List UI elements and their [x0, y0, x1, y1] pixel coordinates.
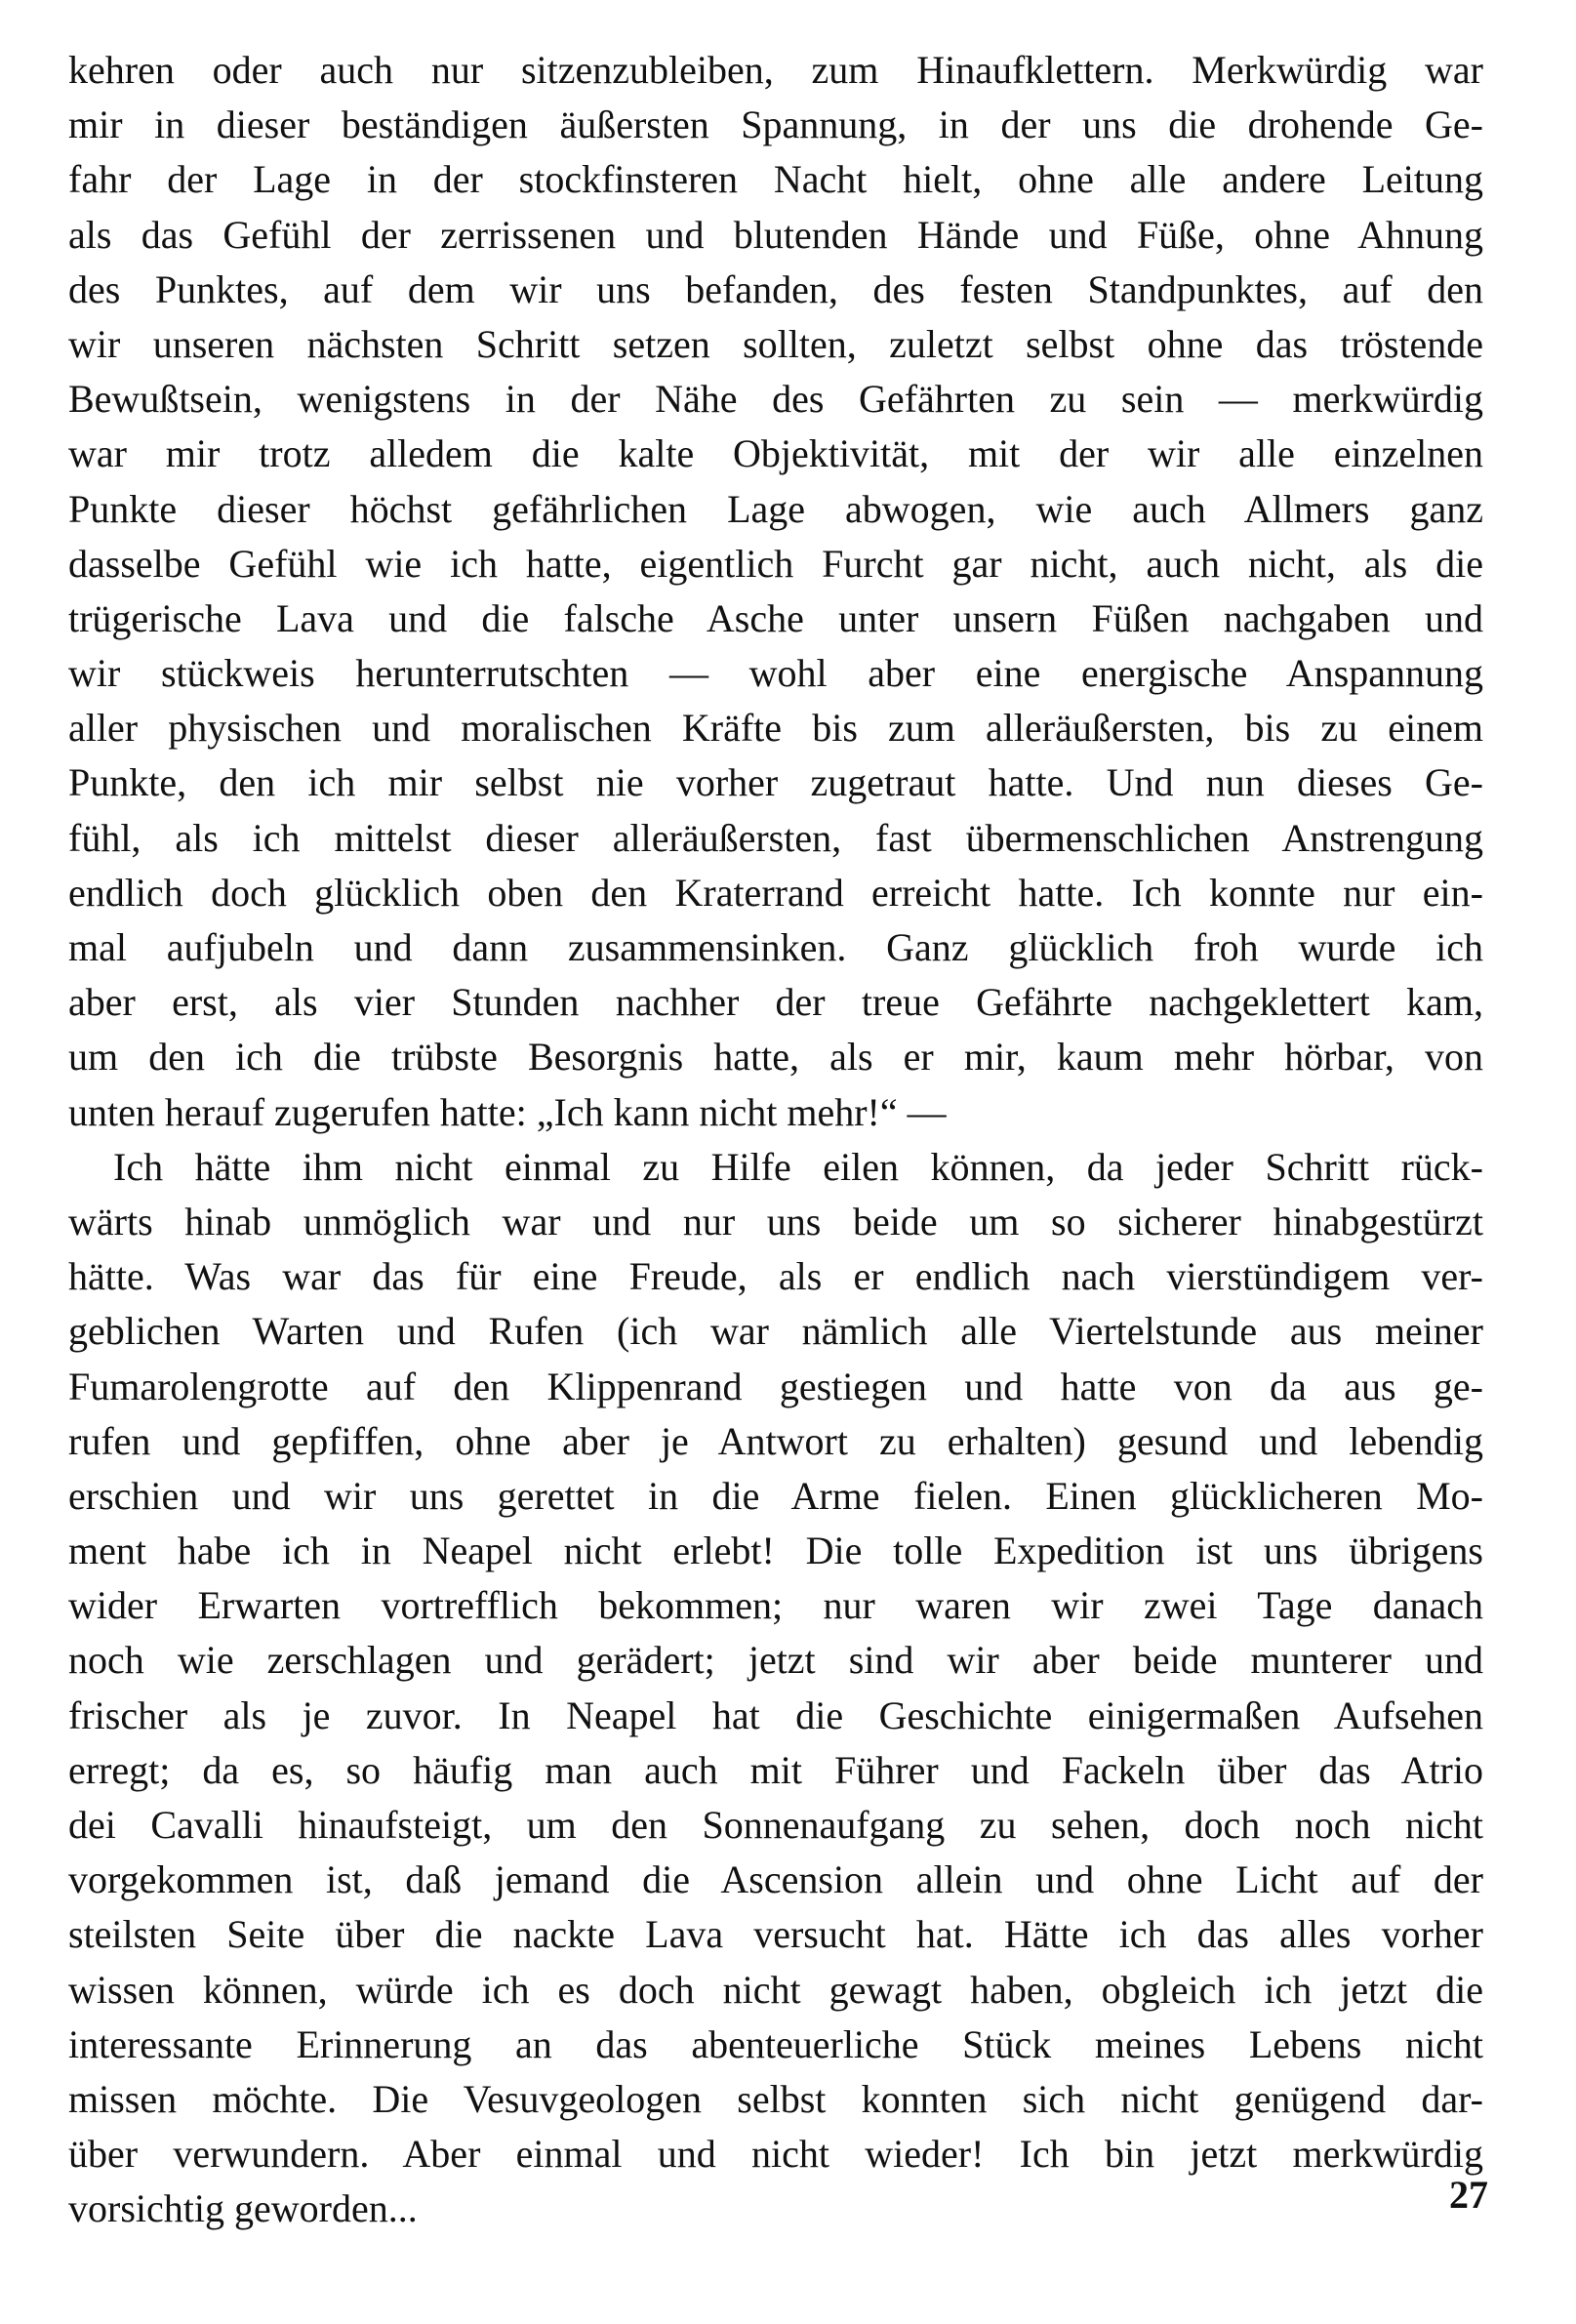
text-line: wissen können, würde ich es doch nicht gewagt haben, obgleich ich jetzt die	[68, 1967, 1483, 2012]
text-line: wir stückweis herunterrutschten — wohl aber eine energische Anspannung	[68, 651, 1483, 696]
text-line: dasselbe Gefühl wie ich hatte, eigentlich Furcht gar nicht, auch nicht, als die	[68, 541, 1483, 586]
text-line: über verwundern. Aber einmal und nicht wieder! Ich bin jetzt merkwürdig	[68, 2132, 1483, 2177]
page-number: 27	[1449, 2173, 1488, 2217]
text-line: aller physischen und moralischen Kräfte bis zum alleräußersten, bis zu einem	[68, 706, 1483, 751]
text-line: Bewußtsein, wenigstens in der Nähe des Gefährten zu sein — merkwürdig	[68, 377, 1483, 422]
text-line: mir in dieser beständigen äußersten Spannung, in der uns die drohende Ge-	[68, 102, 1483, 147]
text-line: Fumarolengrotte auf den Klippenrand gestiegen und hatte von da aus ge-	[68, 1364, 1483, 1408]
text-line: vorgekommen ist, daß jemand die Ascension allein und ohne Licht auf der	[68, 1857, 1483, 1902]
paragraph	[68, 43, 1483, 1140]
text-line: des Punktes, auf dem wir uns befanden, des festen Standpunktes, auf den	[68, 266, 1483, 311]
text-line: frischer als je zuvor. In Neapel hat die Geschichte einigermaßen Aufsehen	[68, 1692, 1483, 1737]
text-line: rufen und gepfiffen, ohne aber je Antwort zu erhalten) gesund und lebendig	[68, 1418, 1483, 1463]
text-line: missen möchte. Die Vesuvgeologen selbst konnten sich nicht genügend dar-	[68, 2076, 1483, 2121]
body-text	[68, 43, 1483, 2237]
text-line: wir unseren nächsten Schritt setzen sollten, zuletzt selbst ohne das tröstende	[68, 321, 1483, 366]
text-line: endlich doch glücklich oben den Kraterrand erreicht hatte. Ich konnte nur ein-	[68, 870, 1483, 915]
text-line: geblichen Warten und Rufen (ich war nämlich alle Viertelstunde aus meiner	[68, 1309, 1483, 1354]
text-line: unten herauf zugerufen hatte: „Ich kann nicht mehr!“ —	[68, 1089, 947, 1134]
text-line: dei Cavalli hinaufsteigt, um den Sonnenaufgang zu sehen, doch noch nicht	[68, 1803, 1483, 1847]
text-line: aber erst, als vier Stunden nachher der treue Gefährte nachgeklettert kam,	[68, 980, 1483, 1025]
text-line: war mir trotz alledem die kalte Objektivität, mit der wir alle einzelnen	[68, 431, 1483, 476]
text-line: hätte. Was war das für eine Freude, als er endlich nach vierstündigem ver-	[68, 1254, 1483, 1299]
text-line: trügerische Lava und die falsche Asche unter unsern Füßen nachgaben und	[68, 595, 1483, 640]
text-line: erregt; da es, so häufig man auch mit Führer und Fackeln über das Atrio	[68, 1747, 1483, 1792]
text-line: kehren oder auch nur sitzenzubleiben, zum Hinaufklettern. Merkwürdig war	[68, 48, 1483, 92]
text-line: Punkte dieser höchst gefährlichen Lage abwogen, wie auch Allmers ganz	[68, 486, 1483, 531]
text-line: Ich hätte ihm nicht einmal zu Hilfe eilen können, da jeder Schritt rück-	[113, 1144, 1483, 1189]
text-line: wärts hinab unmöglich war und nur uns beide um so sicherer hinabgestürzt	[68, 1199, 1483, 1244]
text-line: Punkte, den ich mir selbst nie vorher zugetraut hatte. Und nun dieses Ge-	[68, 760, 1483, 805]
text-line: noch wie zerschlagen und gerädert; jetzt sind wir aber beide munterer und	[68, 1638, 1483, 1683]
text-line: wider Erwarten vortrefflich bekommen; nur waren wir zwei Tage danach	[68, 1583, 1483, 1628]
text-line: erschien und wir uns gerettet in die Arme fielen. Einen glücklicheren Mo-	[68, 1473, 1483, 1518]
paragraph	[68, 1140, 1483, 2237]
text-line: fahr der Lage in der stockfinsteren Nacht hielt, ohne alle andere Leitung	[68, 157, 1483, 202]
text-line: als das Gefühl der zerrissenen und blutenden Hände und Füße, ohne Ahnung	[68, 212, 1483, 257]
text-line: steilsten Seite über die nackte Lava versucht hat. Hätte ich das alles vorher	[68, 1912, 1483, 1957]
text-line: um den ich die trübste Besorgnis hatte, als er mir, kaum mehr hörbar, von	[68, 1035, 1483, 1080]
text-line: vorsichtig geworden...	[68, 2186, 418, 2231]
text-line: interessante Erinnerung an das abenteuerliche Stück meines Lebens nicht	[68, 2021, 1483, 2066]
text-line: fühl, als ich mittelst dieser alleräußersten, fast übermenschlichen Anstrengung	[68, 815, 1483, 860]
text-line: ment habe ich in Neapel nicht erlebt! Die tolle Expedition ist uns übrigens	[68, 1529, 1483, 1573]
text-line: mal aufjubeln und dann zusammensinken. Ganz glücklich froh wurde ich	[68, 925, 1483, 969]
